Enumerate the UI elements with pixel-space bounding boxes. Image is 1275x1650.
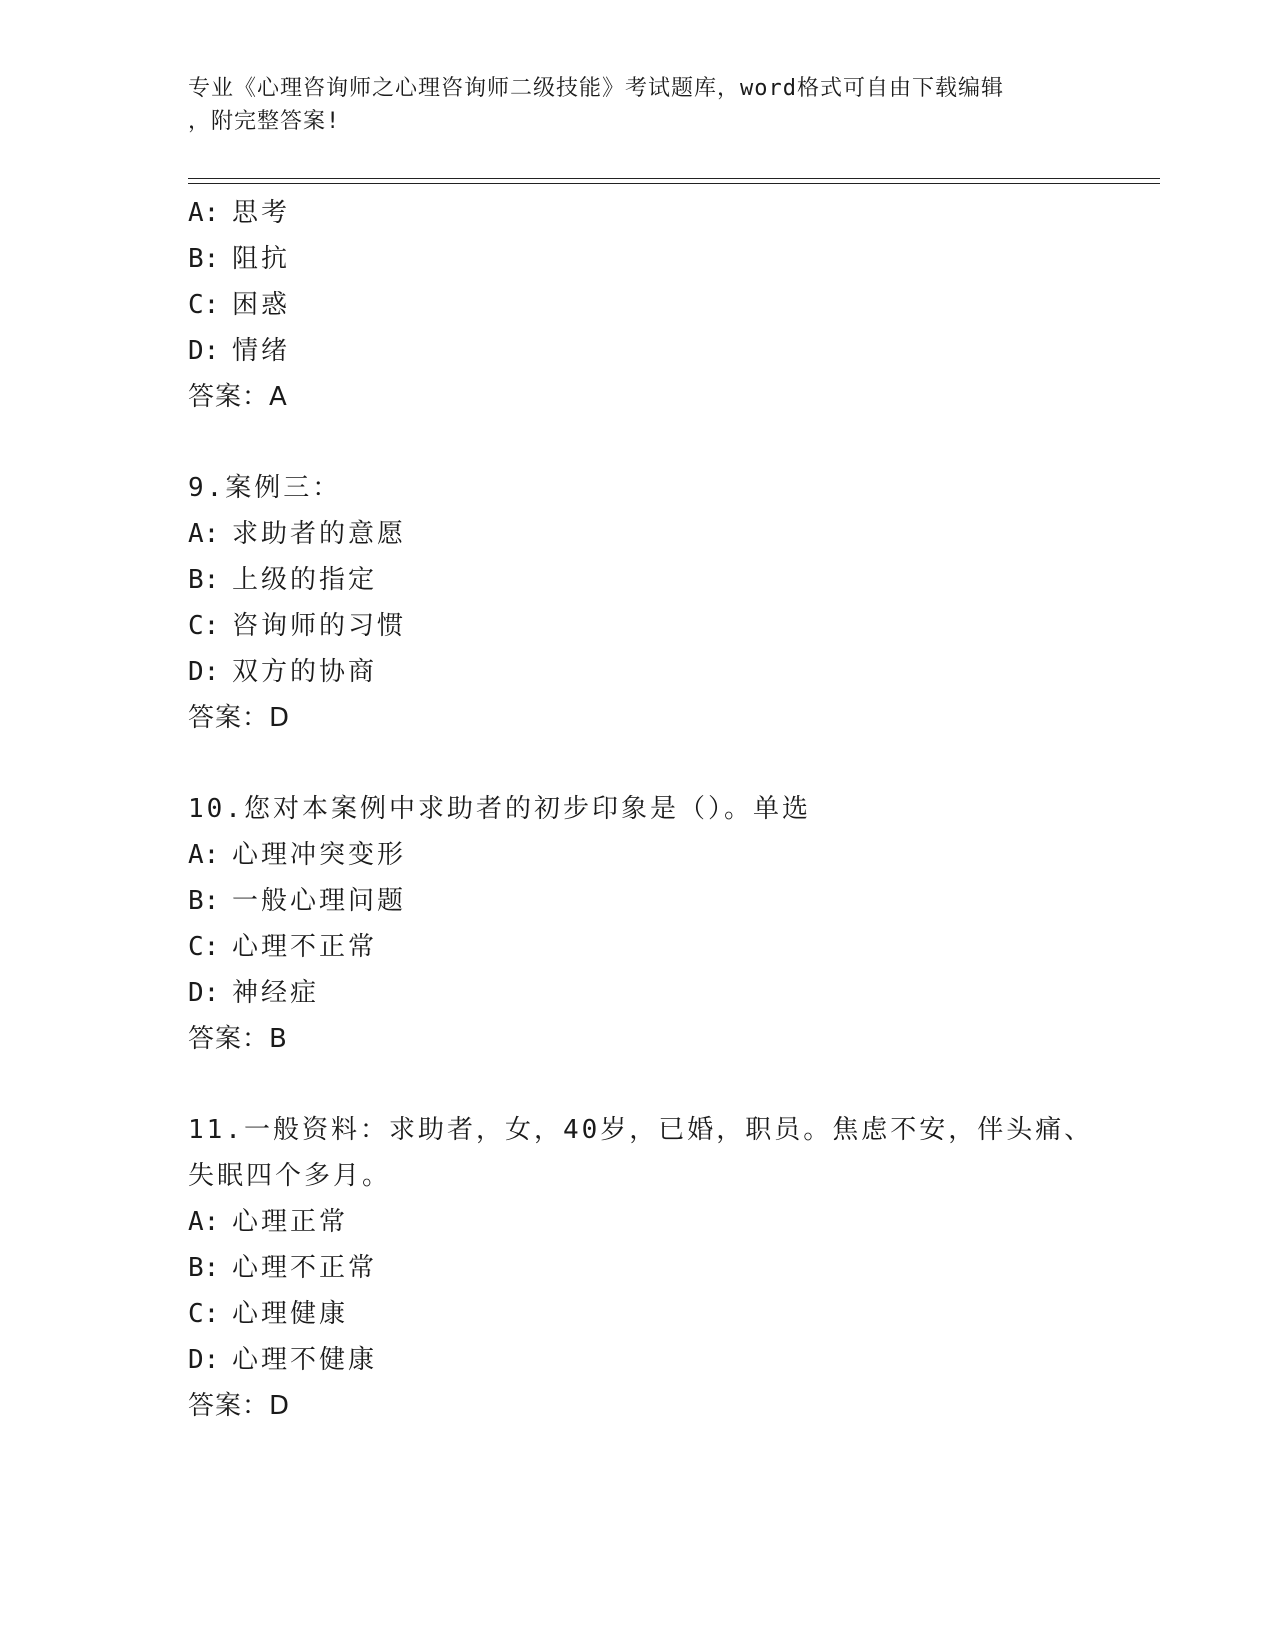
option-a [188, 190, 1168, 236]
option-text: 心理正常 [232, 1207, 349, 1237]
option-a [188, 832, 1168, 878]
spacer [188, 1062, 1168, 1107]
option-b [188, 557, 1168, 603]
option-text: 心理不正常 [232, 1253, 378, 1283]
option-text: 情绪 [232, 336, 291, 366]
option-letter: C: [188, 1299, 220, 1329]
question-stem: 10.您对本案例中求助者的初步印象是（）。单选 [188, 794, 811, 824]
option-letter: C: [188, 611, 220, 641]
option-c [188, 282, 1168, 328]
spacer [188, 741, 1168, 786]
question-stem-line-2: 失眠四个多月。 [188, 1161, 392, 1191]
question-11 [188, 1107, 1168, 1429]
answer-line: 答案：D [188, 1391, 291, 1421]
header-title-line-2: ，附完整答案! [188, 109, 341, 134]
question-10 [188, 786, 1168, 1062]
option-c [188, 924, 1168, 970]
option-d [188, 970, 1168, 1016]
option-text: 困惑 [232, 290, 291, 320]
option-letter: D: [188, 336, 220, 366]
option-text: 阻抗 [232, 244, 291, 274]
header-title-line-1: 专业《心理咨询师之心理咨询师二级技能》考试题库，word格式可自由下载编辑 [188, 76, 1004, 101]
option-text: 双方的协商 [232, 657, 378, 687]
document-header [188, 72, 1088, 138]
option-letter: C: [188, 290, 220, 320]
option-a [188, 511, 1168, 557]
option-d [188, 328, 1168, 374]
answer-line: 答案：D [188, 703, 291, 733]
option-letter: A: [188, 1207, 220, 1237]
option-text: 神经症 [232, 978, 320, 1008]
option-letter: A: [188, 198, 220, 228]
option-text: 咨询师的习惯 [232, 611, 407, 641]
option-d [188, 1337, 1168, 1383]
option-text: 心理冲突变形 [232, 840, 407, 870]
question-9 [188, 465, 1168, 741]
option-text: 心理不健康 [232, 1345, 378, 1375]
option-letter: D: [188, 1345, 220, 1375]
answer-line: 答案：B [188, 1024, 288, 1054]
option-text: 求助者的意愿 [232, 519, 407, 549]
header-divider-bottom [188, 183, 1160, 184]
option-b [188, 1245, 1168, 1291]
option-letter: C: [188, 932, 220, 962]
header-divider-top [188, 178, 1160, 179]
option-letter: B: [188, 565, 220, 595]
option-c [188, 603, 1168, 649]
option-letter: B: [188, 886, 220, 916]
option-letter: D: [188, 978, 220, 1008]
option-letter: D: [188, 657, 220, 687]
question-list [188, 190, 1168, 1429]
option-letter: B: [188, 1253, 220, 1283]
option-b [188, 236, 1168, 282]
question-stem: 9.案例三： [188, 473, 342, 503]
option-text: 一般心理问题 [232, 886, 407, 916]
option-d [188, 649, 1168, 695]
question-8 [188, 190, 1168, 420]
option-b [188, 878, 1168, 924]
question-stem-line-1: 11.一般资料：求助者，女，40岁，已婚，职员。焦虑不安，伴头痛、 [188, 1115, 1094, 1145]
option-text: 心理健康 [232, 1299, 349, 1329]
answer-line: 答案：A [188, 382, 288, 412]
option-text: 心理不正常 [232, 932, 378, 962]
option-text: 思考 [232, 198, 291, 228]
option-letter: A: [188, 840, 220, 870]
option-letter: A: [188, 519, 220, 549]
spacer [188, 420, 1168, 465]
option-a [188, 1199, 1168, 1245]
option-letter: B: [188, 244, 220, 274]
option-text: 上级的指定 [232, 565, 378, 595]
option-c [188, 1291, 1168, 1337]
